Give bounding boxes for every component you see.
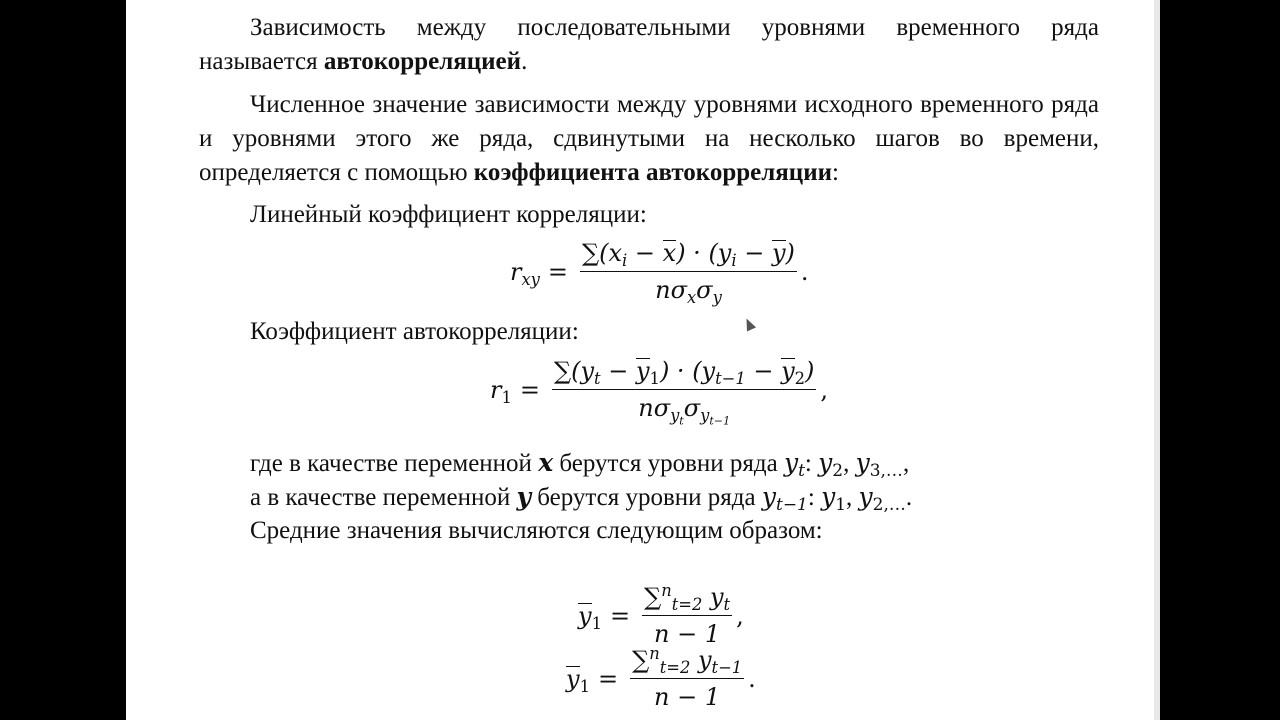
paragraph-autocorrelation-definition: Зависимость между последовательными уровнями временного ряда называется автокорреляцией.: [199, 14, 1099, 75]
linear-correlation-label: Линейный коэффициент корреляции:: [250, 201, 647, 228]
page-edge-divider: [1154, 0, 1160, 720]
formula-mean-y2: $y_1$ = $\frac{\sum^n_{t=2} y_{t-1}}{n - 1}$ .: [566, 644, 756, 711]
document-page: [126, 0, 1154, 720]
term-autocorrelation: автокорреляцией: [323, 48, 522, 75]
autocorrelation-label: Коэффициент автокорреляции:: [250, 318, 579, 345]
formula-mean-y1: $y_1$ = $\frac{\sum^n_{t=2} y_t}{n - 1}$ ,: [578, 581, 744, 648]
term-autocorrelation-coefficient: коэффициента автокорреляции: [473, 159, 833, 186]
line-where-x: где в качестве переменной x берутся уровни ряда $y_t$: $y_2$, $y_{3,\dots}$,: [250, 448, 910, 482]
paragraph-autocorrelation-coefficient: Численное значение зависимости между уровнями исходного временного ряда и уровнями этого же ряда, сдвинутыми на несколько шагов во времени, определяется с помощью коэффициента автокорреляции:: [199, 91, 1099, 186]
formula-linear-correlation: $r_{xy}$ = $\frac{\sum(x_i - x) \cdot (y_i - y)}{n\sigma_x\sigma_y}$ .: [510, 239, 809, 307]
mouse-cursor-icon: [742, 316, 756, 331]
line-where-y: а в качестве переменной y берутся уровни ряда $y_{t-1}$: $y_1$, $y_{2,\dots}$.: [250, 482, 913, 516]
means-label: Средние значения вычисляются следующим образом:: [250, 517, 823, 544]
formula-autocorrelation: $r_1$ = $\frac{\sum(y_t - y_1) \cdot (y_{t-1} - y_2)}{n\sigma_{y_t}\sigma_{y_{t-1}}}$ ,: [490, 357, 829, 428]
